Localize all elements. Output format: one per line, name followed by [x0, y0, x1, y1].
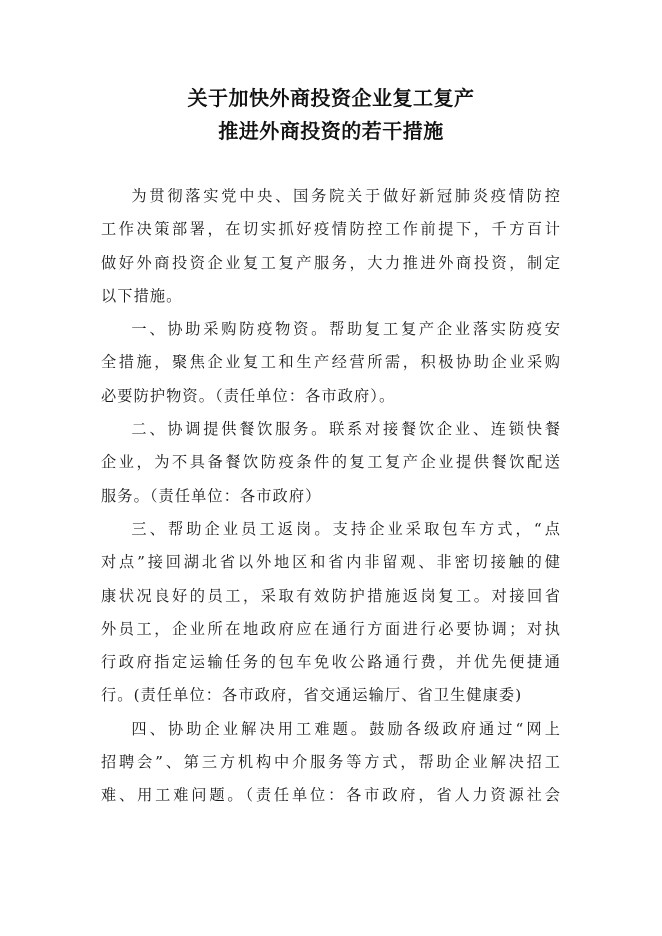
paragraph-line: 康状况良好的员工，采取有效防护措施返岗复工。对接回省 — [101, 586, 561, 605]
paragraph-line: 为贯彻落实党中央、国务院关于做好新冠肺炎疫情防控 — [131, 187, 561, 205]
document-title-line-1: 关于加快外商投资企业复工复产 — [187, 86, 475, 110]
paragraph-line: 招聘会”、第三方机构中介服务等方式，帮助企业解决招工 — [101, 753, 561, 772]
paragraph-line: 对点”接回湖北省以外地区和省内非留观、非密切接触的健 — [101, 553, 561, 572]
paragraph-line: 工作决策部署，在切实抓好疫情防控工作前提下，千方百计 — [101, 220, 561, 239]
paragraph-measure-4 — [101, 713, 561, 813]
paragraph-measure-2 — [101, 413, 561, 513]
paragraph-line: 做好外商投资企业复工复产服务，大力推进外商投资，制定 — [101, 253, 561, 272]
paragraph-line: 行政府指定运输任务的包车免收公路通行费，并优先便捷通 — [101, 653, 561, 672]
paragraph-measure-1 — [101, 313, 561, 413]
paragraph-line: 外员工，企业所在地政府应在通行方面进行必要协调；对执 — [101, 619, 561, 638]
paragraph-line: 企业，为不具备餐饮防疫条件的复工复产企业提供餐饮配送 — [101, 453, 561, 472]
paragraph-intro — [101, 180, 561, 313]
paragraph-line: 二、协调提供餐饮服务。联系对接餐饮企业、连锁快餐 — [131, 420, 561, 439]
paragraph-line: 必要防护物资。（责任单位：各市政府）。 — [101, 386, 396, 405]
paragraph-line: 一、协助采购防疫物资。帮助复工复产企业落实防疫安 — [131, 320, 561, 339]
paragraph-line: 以下措施。 — [101, 286, 183, 305]
paragraph-line: 四、协助企业解决用工难题。鼓励各级政府通过“网上 — [131, 719, 561, 738]
paragraph-line: 全措施，聚焦企业复工和生产经营所需，积极协助企业采购 — [101, 353, 561, 372]
document-body — [101, 180, 561, 813]
paragraph-line: 行。(责任单位：各市政府，省交通运输厅、省卫生健康委) — [101, 686, 523, 705]
document-title-line-2: 推进外商投资的若干措施 — [218, 119, 444, 143]
paragraph-measure-3 — [101, 513, 561, 713]
paragraph-line: 难、用工难问题。（责任单位：各市政府，省人力资源社会 — [101, 786, 561, 805]
paragraph-line: 服务。（责任单位：各市政府） — [101, 486, 322, 505]
paragraph-line: 三、帮助企业员工返岗。支持企业采取包车方式，“点 — [131, 519, 561, 538]
